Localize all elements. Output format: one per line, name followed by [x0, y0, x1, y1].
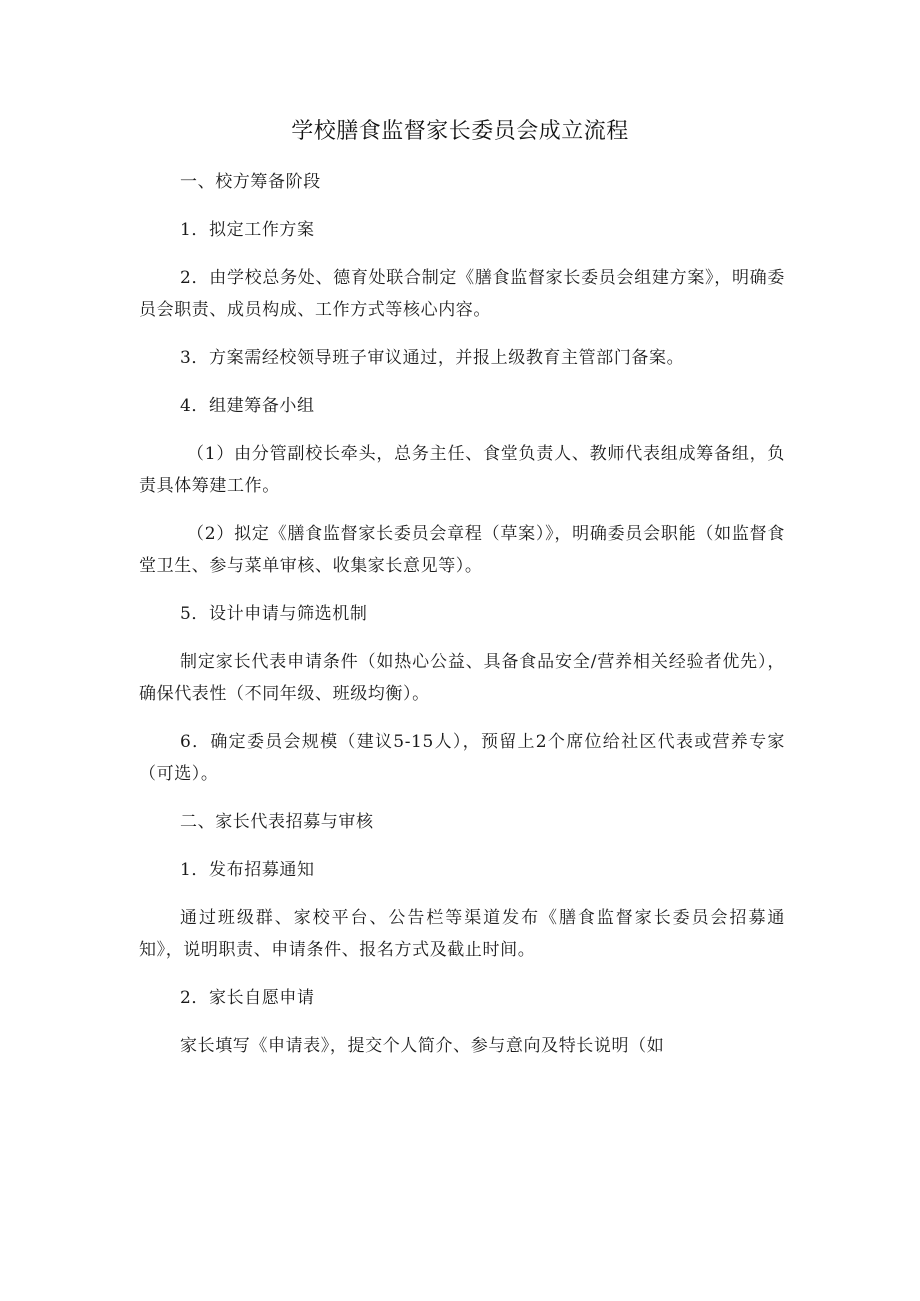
- paragraph: 家长填写《申请表》，提交个人简介、参与意向及特长说明（如: [180, 1036, 665, 1056]
- paragraph: （1）由分管副校长牵头，总务主任、食堂负责人、教师代表组成筹备组，负责具体筹建工作。: [139, 444, 785, 496]
- paragraph: 4．组建筹备小组: [180, 396, 315, 416]
- paragraph: 制定家长代表申请条件（如热心公益、具备食品安全/营养相关经验者优先），确保代表性（不同年级、班级均衡）。: [139, 652, 785, 704]
- paragraph: 二、家长代表招募与审核: [180, 812, 374, 832]
- document-title: 学校膳食监督家长委员会成立流程: [291, 119, 629, 144]
- paragraph: 3．方案需经校领导班子审议通过，并报上级教育主管部门备案。: [180, 348, 685, 368]
- paragraph: 6．确定委员会规模（建议5-15人），预留上2个席位给社区代表或营养专家（可选）。: [139, 732, 785, 784]
- paragraph: 5．设计申请与筛选机制: [180, 604, 368, 624]
- paragraph: 1．发布招募通知: [180, 860, 315, 880]
- paragraph: 通过班级群、家校平台、公告栏等渠道发布《膳食监督家长委员会招募通知》，说明职责、申请条件、报名方式及截止时间。: [139, 908, 785, 960]
- paragraph: 一、校方筹备阶段: [180, 172, 321, 192]
- paragraph: 1．拟定工作方案: [180, 220, 315, 240]
- paragraph: 2．家长自愿申请: [180, 988, 315, 1008]
- paragraph: 2．由学校总务处、德育处联合制定《膳食监督家长委员会组建方案》，明确委员会职责、成员构成、工作方式等核心内容。: [139, 268, 785, 320]
- paragraph: （2）拟定《膳食监督家长委员会章程（草案）》，明确委员会职能（如监督食堂卫生、参与菜单审核、收集家长意见等）。: [139, 524, 785, 576]
- document-body: [139, 166, 785, 1078]
